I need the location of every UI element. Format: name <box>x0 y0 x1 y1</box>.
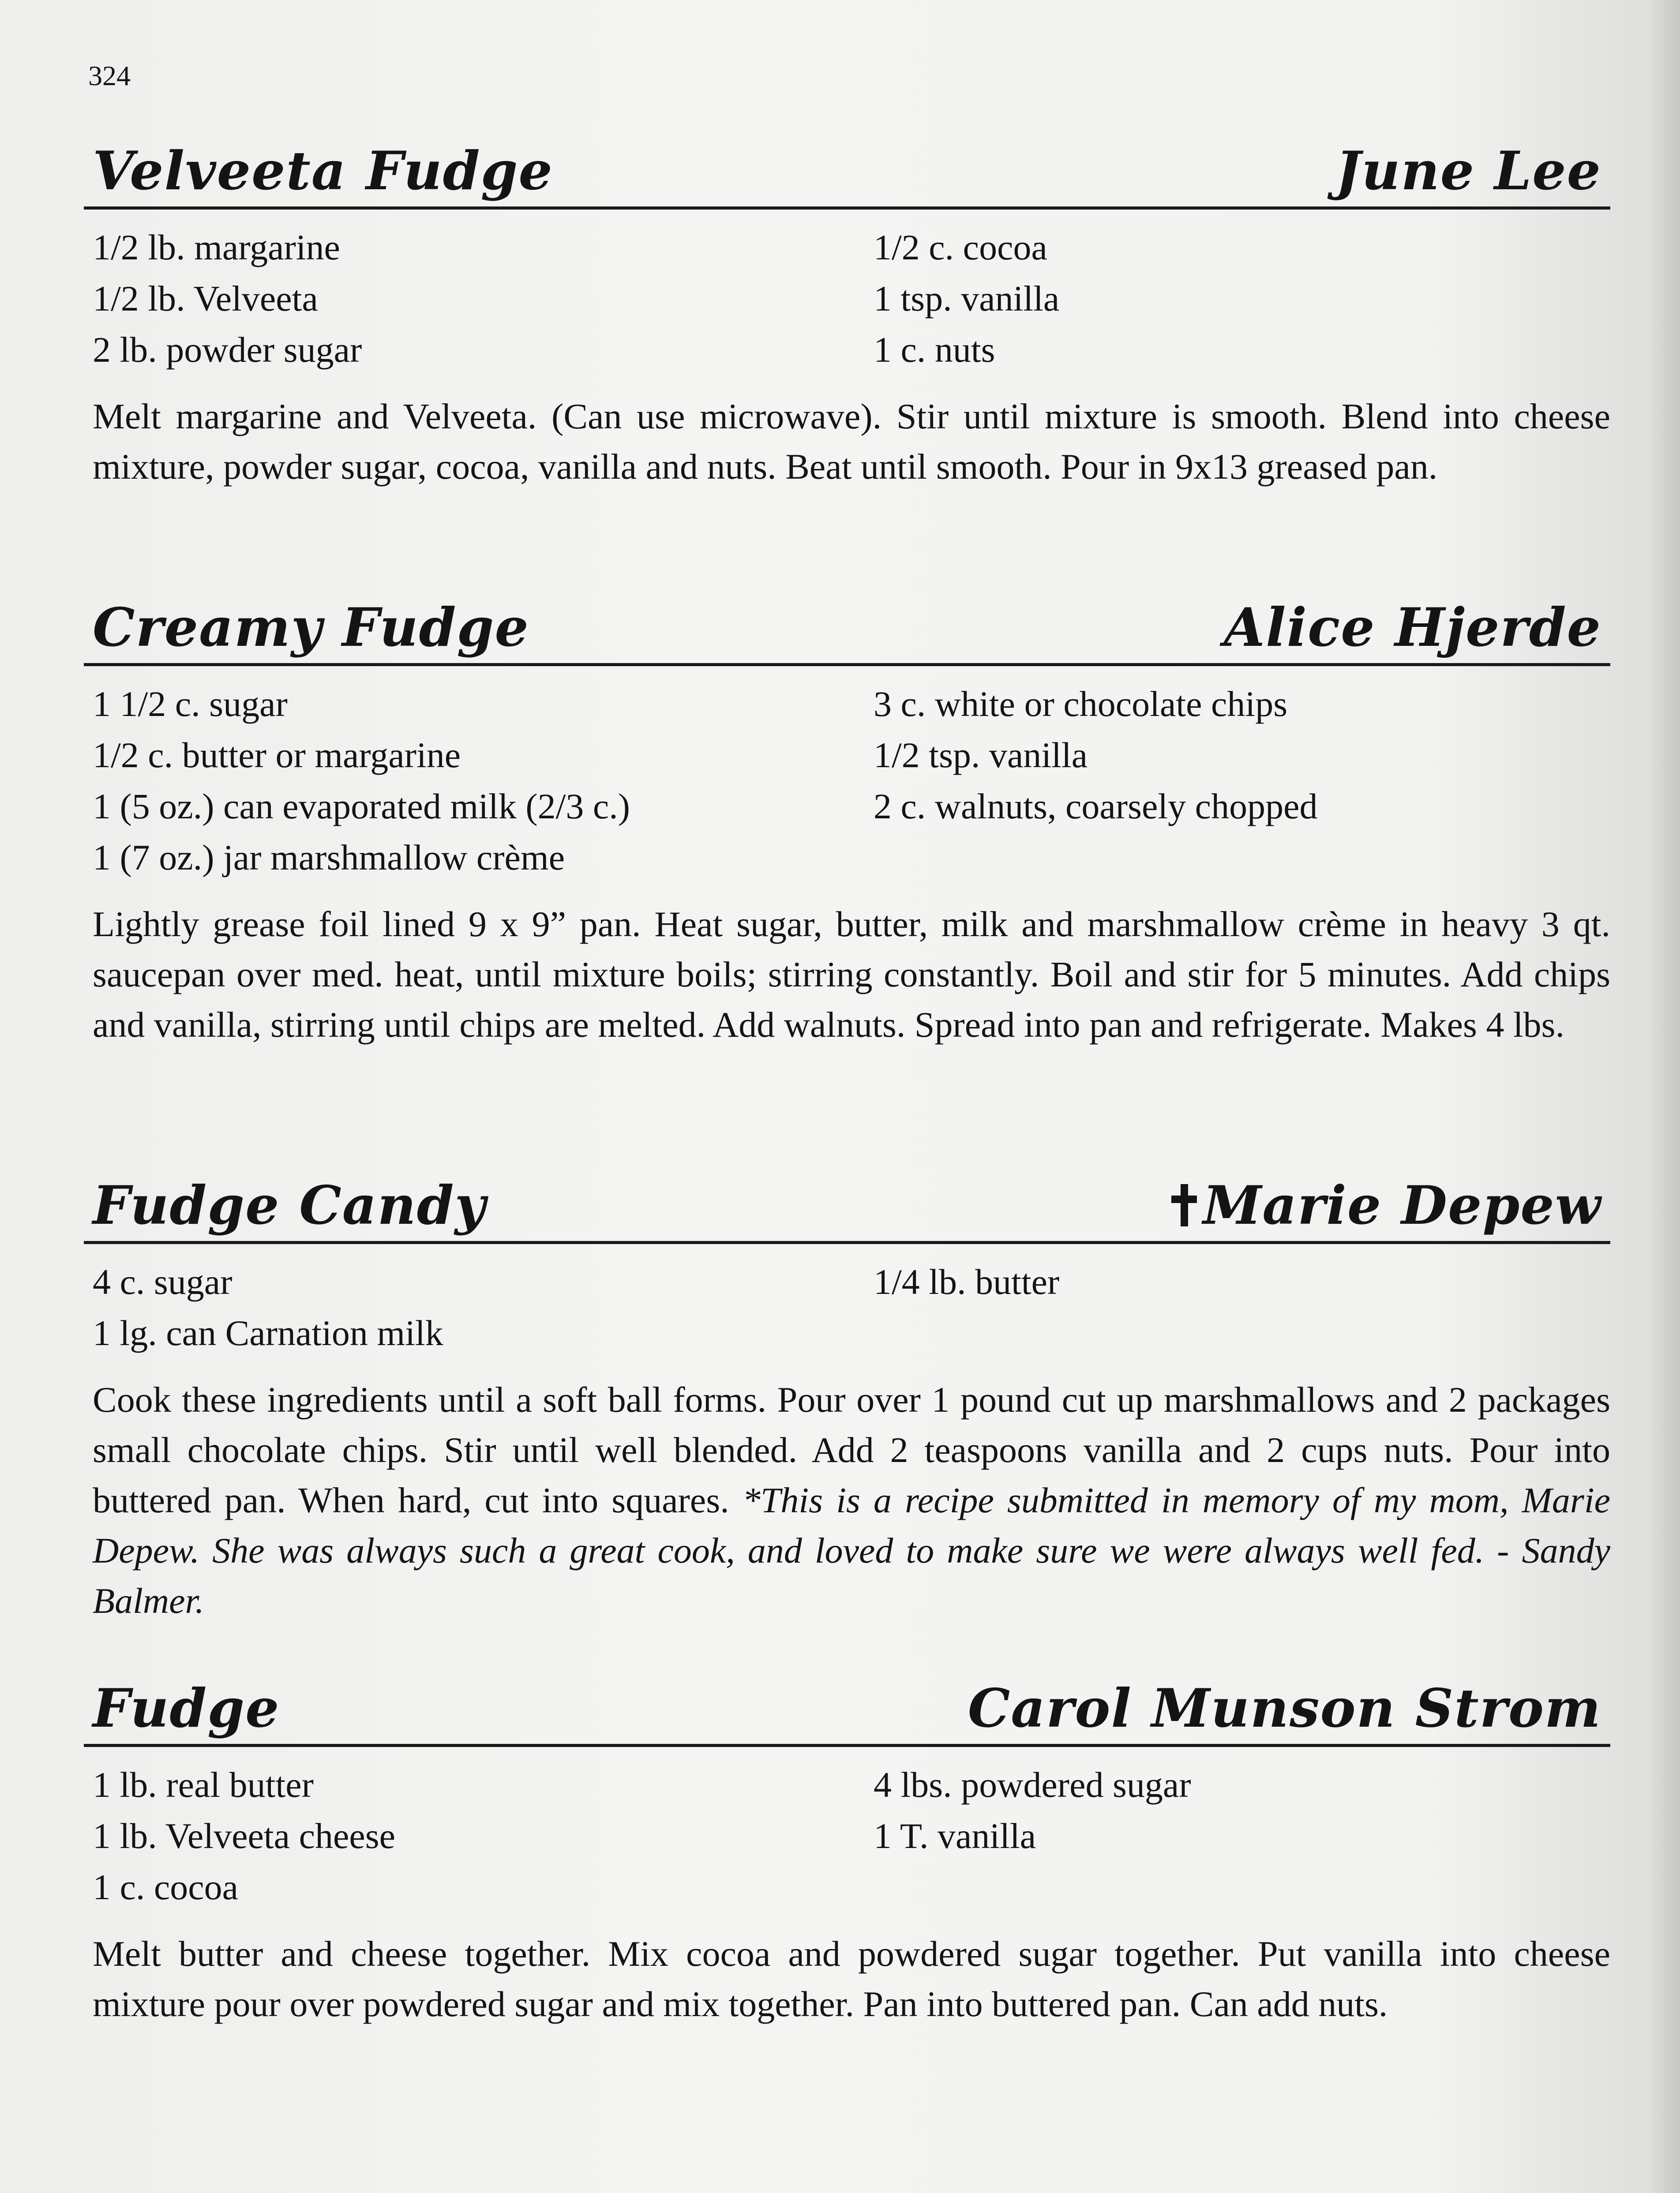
ingredient-column-left <box>93 222 874 375</box>
ingredient: 1 c. nuts <box>874 330 995 370</box>
ingredient-list <box>84 1256 1610 1359</box>
ingredient: 1 tsp. vanilla <box>874 278 1060 319</box>
ingredient: 2 c. walnuts, coarsely chopped <box>874 786 1318 826</box>
recipe-instructions <box>84 1375 1610 1626</box>
ingredient: 1 lb. Velveeta cheese <box>93 1816 396 1856</box>
ingredient-list <box>84 679 1610 883</box>
recipe-header <box>84 1659 1610 1747</box>
ingredient: 1 (7 oz.) jar marshmallow crème <box>93 837 565 877</box>
recipe-author: June Lee <box>1335 140 1601 202</box>
ingredient-list <box>84 1759 1610 1913</box>
ingredient: 2 lb. powder sugar <box>93 330 362 370</box>
recipe-header <box>84 578 1610 666</box>
ingredient-column-left <box>93 679 874 883</box>
ingredient: 1/2 c. cocoa <box>874 227 1047 267</box>
recipe-velveeta-fudge <box>84 121 1610 528</box>
recipe-title: Velveeta Fudge <box>93 140 553 202</box>
recipe-title: Fudge <box>93 1677 280 1739</box>
ingredient-column-left <box>93 1256 874 1359</box>
recipe-fudge-candy <box>84 1156 1610 1662</box>
recipe-header <box>84 1156 1610 1244</box>
recipe-author: Marie Depew <box>1203 1174 1601 1237</box>
ingredient: 1 lg. can Carnation milk <box>93 1313 443 1353</box>
ingredient-list <box>84 222 1610 375</box>
ingredient: 4 lbs. powdered sugar <box>874 1765 1191 1805</box>
recipe-instructions: Melt butter and cheese together. Mix cocoa and powdered sugar together. Put vanilla into cheese mixture pour over powdered sugar and mix together. Pan into buttered pan. Can add nuts. <box>93 1934 1610 2024</box>
ingredient: 3 c. white or chocolate chips <box>874 684 1288 724</box>
ingredient: 1 c. cocoa <box>93 1867 239 1907</box>
recipe-author-with-icon <box>1171 1174 1601 1237</box>
recipe-header <box>84 121 1610 210</box>
instructions-text: Cook these ingredients until a soft ball forms. Pour over 1 pound cut up marshmallows and 2 packages small chocolate chips. Stir until well blended. Add 2 teaspoons vanilla and 2 cups nuts. Pour into buttered pan. When hard, cut into squares. <box>93 1380 1610 1520</box>
ingredient-column-left <box>93 1759 874 1913</box>
cross-icon <box>1171 1184 1197 1226</box>
ingredient-column-right <box>874 1759 1619 1913</box>
ingredient: 1/4 lb. butter <box>874 1262 1060 1302</box>
ingredient: 1/2 c. butter or margarine <box>93 735 461 775</box>
recipe-fudge <box>84 1659 1610 2066</box>
recipe-instructions: Melt margarine and Velveeta. (Can use microwave). Stir until mixture is smooth. Blend into cheese mixture, powder sugar, cocoa, vanilla and nuts. Beat until smooth. Pour in 9x13 greased pan. <box>93 396 1610 487</box>
ingredient: 1 1/2 c. sugar <box>93 684 288 724</box>
ingredient-column-right <box>874 222 1619 375</box>
ingredient: 4 c. sugar <box>93 1262 232 1302</box>
memorial-note: *This is a recipe submitted in memory of my mom, Marie Depew. She was always such a great cook, and loved to make sure we were always well fed. - Sandy Balmer. <box>93 1480 1611 1621</box>
ingredient: 1 T. vanilla <box>874 1816 1036 1856</box>
ingredient: 1 lb. real butter <box>93 1765 314 1805</box>
recipe-title: Creamy Fudge <box>93 596 529 659</box>
ingredient: 1 (5 oz.) can evaporated milk (2/3 c.) <box>93 786 630 826</box>
recipe-title: Fudge Candy <box>93 1174 487 1237</box>
recipe-creamy-fudge <box>84 578 1610 1086</box>
ingredient: 1/2 lb. margarine <box>93 227 340 267</box>
recipe-instructions: Lightly grease foil lined 9 x 9” pan. Heat sugar, butter, milk and marshmallow crème in heavy 3 qt. saucepan over med. heat, until mixture boils; stirring constantly. Boil and stir for 5 minutes. Add chips and vanilla, stirring until chips are melted. Add walnuts. Spread into pan and refrigerate. Makes 4 lbs. <box>93 904 1610 1045</box>
recipe-author: Alice Hjerde <box>1223 596 1601 659</box>
page-number: 324 <box>88 60 131 91</box>
ingredient: 1/2 lb. Velveeta <box>93 278 318 319</box>
ingredient-column-right <box>874 1256 1619 1359</box>
ingredient-column-right <box>874 679 1619 883</box>
recipe-author: Carol Munson Strom <box>968 1677 1601 1739</box>
ingredient: 1/2 tsp. vanilla <box>874 735 1088 775</box>
